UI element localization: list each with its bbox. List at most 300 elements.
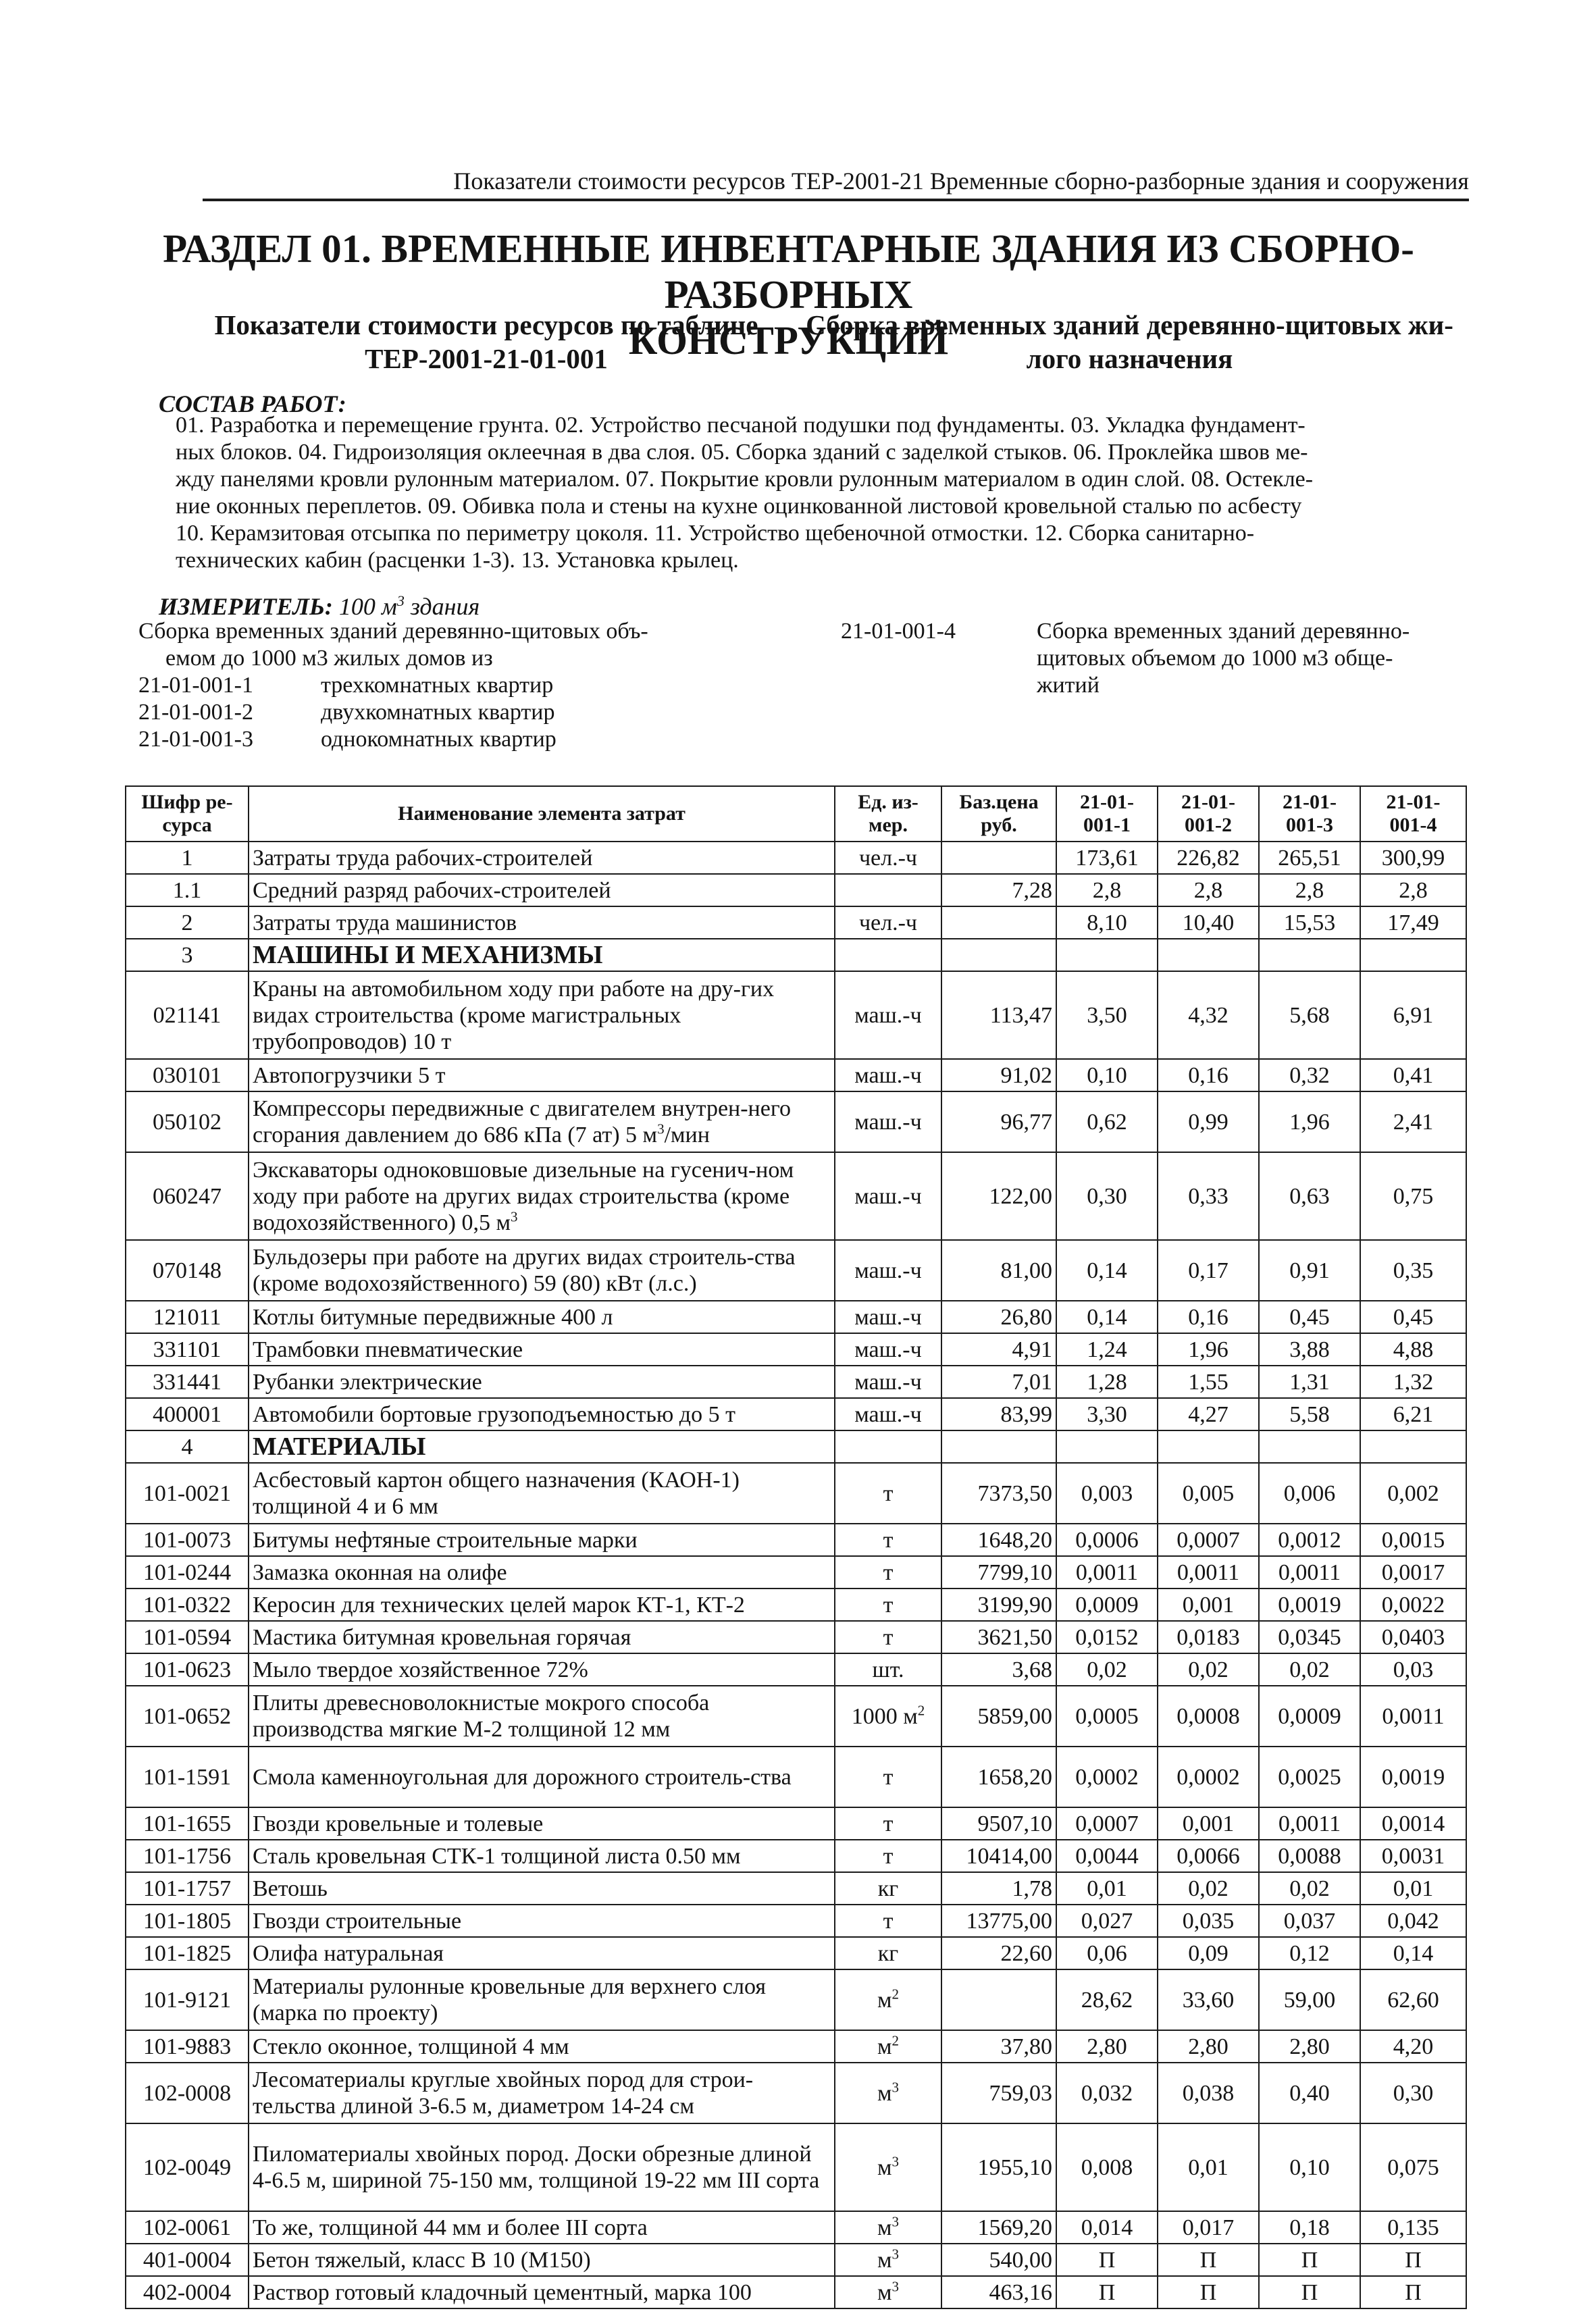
element-name: Бетон тяжелый, класс В 10 (М150) [253, 2247, 591, 2273]
element-name-cell [249, 1969, 835, 2030]
value-cell-001-2: 0,0007 [1158, 1524, 1259, 1556]
resource-code-cell: 030101 [126, 1059, 249, 1091]
element-name: Мыло твердое хозяйственное 72% [253, 1657, 588, 1682]
unit-text: т [883, 1527, 894, 1553]
table-row [126, 1937, 1466, 1969]
base-price-cell: 9507,10 [941, 1807, 1056, 1840]
table-row [126, 2063, 1466, 2123]
table-row [126, 1905, 1466, 1937]
resource-cost-table [125, 785, 1467, 2309]
base-price-cell: 96,77 [941, 1091, 1056, 1152]
element-name-cell [249, 1333, 835, 1366]
base-price-cell [941, 842, 1056, 874]
resource-code-cell: 101-0623 [126, 1653, 249, 1686]
unit-sup: 3 [891, 2153, 899, 2170]
base-price-cell: 83,99 [941, 1398, 1056, 1430]
value-cell-001-2: 0,0011 [1158, 1556, 1259, 1589]
table-row [126, 1524, 1466, 1556]
table-title-line1: Показатели стоимости ресурсов по таблице [214, 309, 758, 340]
unit-cell [835, 1589, 941, 1621]
element-name: Компрессоры передвижные с двигателем внутрен-него сгорания давлением до 686 кПа (7 ат) 5 м [253, 1096, 791, 1147]
value-cell-001-4: 0,0403 [1360, 1621, 1466, 1653]
value-cell-001-1: 8,10 [1056, 906, 1158, 939]
unit-text: маш.-ч [854, 1337, 922, 1362]
unit-text: маш.-ч [854, 1258, 922, 1283]
value-cell-001-1: 0,06 [1056, 1937, 1158, 1969]
legend-item-text: однокомнатных квартир [321, 727, 557, 752]
element-name: МАШИНЫ И МЕХАНИЗМЫ [253, 940, 603, 969]
value-cell-001-2: 0,16 [1158, 1301, 1259, 1333]
value-cell-001-4: 6,91 [1360, 971, 1466, 1059]
value-cell-001-1: 0,14 [1056, 1240, 1158, 1301]
table-subtitle-line1: Сборка временных зданий деревянно-щитовых жи- [806, 309, 1453, 340]
value-cell-001-3: 0,0012 [1259, 1524, 1360, 1556]
header-price-line1: Баз.цена [959, 791, 1039, 813]
value-cell-001-3: 2,8 [1259, 874, 1360, 906]
unit-cell [835, 1398, 941, 1430]
legend-item-text: двухкомнатных квартир [321, 700, 555, 725]
value-cell-001-3: 1,31 [1259, 1366, 1360, 1398]
value-cell-001-3: 0,0011 [1259, 1556, 1360, 1589]
value-cell-001-2: 2,80 [1158, 2030, 1259, 2063]
element-name-cell [249, 2276, 835, 2308]
element-name: МАТЕРИАЛЫ [253, 1432, 426, 1461]
value-cell-001-1: 0,008 [1056, 2123, 1158, 2211]
table-row [126, 906, 1466, 939]
unit-text: м [877, 2034, 892, 2059]
resource-code-cell: 101-0652 [126, 1686, 249, 1747]
value-cell-001-3: 5,68 [1259, 971, 1360, 1059]
meter-label: ИЗМЕРИТЕЛЬ: [159, 593, 333, 620]
table-row [126, 2276, 1466, 2308]
value-cell-001-1: 0,62 [1056, 1091, 1158, 1152]
element-name-cell [249, 939, 835, 971]
base-price-cell [941, 1969, 1056, 2030]
base-price-cell: 3621,50 [941, 1621, 1056, 1653]
unit-text: чел.-ч [858, 910, 918, 935]
header-col-1 [1056, 786, 1158, 842]
value-cell-001-4: 0,0019 [1360, 1747, 1466, 1807]
resource-code-cell: 101-1805 [126, 1905, 249, 1937]
unit-cell [835, 842, 941, 874]
value-cell-001-2: 10,40 [1158, 906, 1259, 939]
legend-right-code: 21-01-001-4 [841, 619, 956, 644]
unit-sup: 3 [891, 2278, 899, 2295]
value-cell-001-2: 0,02 [1158, 1872, 1259, 1905]
value-cell-001-4: 2,41 [1360, 1091, 1466, 1152]
table-row [126, 2030, 1466, 2063]
base-price-cell: 3,68 [941, 1653, 1056, 1686]
resource-code-cell: 402-0004 [126, 2276, 249, 2308]
table-row [126, 1091, 1466, 1152]
table-row [126, 2211, 1466, 2244]
composition-line: ных блоков. 04. Гидроизоляция оклеечная в два слоя. 05. Сборка зданий с заделкой стыков. 06. Проклейка швов ме- [176, 440, 1308, 465]
value-cell-001-4: 0,30 [1360, 2063, 1466, 2123]
unit-text: кг [877, 1876, 899, 1901]
composition-line: 01. Разработка и перемещение грунта. 02. Устройство песчаной подушки под фундаменты. 03. Укладка фундамент- [176, 413, 1305, 438]
value-cell-001-3: 0,10 [1259, 2123, 1360, 2211]
value-cell-001-3: 0,0345 [1259, 1621, 1360, 1653]
table-row [126, 1747, 1466, 1807]
composition-line: жду панелями кровли рулонным материалом. 07. Покрытие кровли рулонным материалом в один слой. 08. Остекле- [176, 467, 1314, 492]
unit-cell [835, 1240, 941, 1301]
element-name: Стекло оконное, толщиной 4 мм [253, 2034, 569, 2059]
table-row [126, 939, 1466, 971]
value-cell-001-2: 0,001 [1158, 1807, 1259, 1840]
unit-text: маш.-ч [854, 1304, 922, 1330]
element-name: Раствор готовый кладочный цементный, марка 100 [253, 2279, 752, 2305]
table-subtitle-line2: лого назначения [1026, 343, 1233, 374]
unit-text: маш.-ч [854, 1369, 922, 1395]
value-cell-001-3: 0,45 [1259, 1301, 1360, 1333]
header-col-4-line2: 001-4 [1389, 814, 1437, 836]
header-unit [835, 786, 941, 842]
base-price-cell: 122,00 [941, 1152, 1056, 1240]
element-name: Лесоматериалы круглые хвойных пород для строи-тельства длиной 3-6.5 м, диаметром 14-24 см [253, 2067, 754, 2119]
value-cell-001-4: 17,49 [1360, 906, 1466, 939]
header-unit-line2: мер. [869, 814, 908, 836]
element-name-cell [249, 1556, 835, 1589]
value-cell-001-2: 0,0066 [1158, 1840, 1259, 1872]
table-row [126, 1840, 1466, 1872]
unit-text: т [883, 1811, 894, 1836]
unit-cell [835, 2123, 941, 2211]
element-name: Средний разряд рабочих-строителей [253, 877, 611, 903]
unit-cell [835, 1091, 941, 1152]
base-price-cell: 81,00 [941, 1240, 1056, 1301]
header-code-line1: Шифр ре- [141, 791, 233, 813]
table-row [126, 1872, 1466, 1905]
composition-line: технических кабин (расценки 1-3). 13. Установка крылец. [176, 548, 739, 573]
composition-text [176, 412, 1452, 574]
element-name-cell [249, 1589, 835, 1621]
value-cell-001-2: 0,038 [1158, 2063, 1259, 2123]
value-cell-001-2: П [1158, 2244, 1259, 2276]
table-row [126, 1686, 1466, 1747]
table-row [126, 1398, 1466, 1430]
resource-code-cell: 400001 [126, 1398, 249, 1430]
legend-head-line2: емом до 1000 м3 жилых домов из [165, 646, 493, 671]
table-title [176, 308, 797, 376]
unit-text: т [883, 1559, 894, 1585]
value-cell-001-1: 0,027 [1056, 1905, 1158, 1937]
value-cell-001-1: 0,014 [1056, 2211, 1158, 2244]
value-cell-001-2: 0,01 [1158, 2123, 1259, 2211]
base-price-cell: 1658,20 [941, 1747, 1056, 1807]
base-price-cell: 26,80 [941, 1301, 1056, 1333]
legend-item-text: трехкомнатных квартир [321, 673, 554, 698]
value-cell-001-1 [1056, 939, 1158, 971]
running-header: Показатели стоимости ресурсов ТЕР-2001-21 Временные сборно-разборные здания и сооружения [203, 163, 1469, 201]
value-cell-001-4: 0,0015 [1360, 1524, 1466, 1556]
meter-value: 100 м [338, 593, 397, 620]
value-cell-001-1: 1,28 [1056, 1366, 1158, 1398]
legend-right-text [1037, 618, 1469, 699]
legend-right-line: житий [1037, 673, 1100, 698]
header-name: Наименование элемента затрат [249, 786, 835, 842]
unit-text: т [883, 1764, 894, 1790]
unit-text: т [883, 1480, 894, 1506]
value-cell-001-4: 300,99 [1360, 842, 1466, 874]
table-row [126, 1366, 1466, 1398]
element-name-cell [249, 1301, 835, 1333]
value-cell-001-3: 0,32 [1259, 1059, 1360, 1091]
unit-text: т [883, 1624, 894, 1650]
element-name: Автопогрузчики 5 т [253, 1062, 446, 1088]
base-price-cell: 1569,20 [941, 2211, 1056, 2244]
unit-cell [835, 1366, 941, 1398]
element-name-cell [249, 1937, 835, 1969]
value-cell-001-4: 6,21 [1360, 1398, 1466, 1430]
element-name-cell [249, 971, 835, 1059]
unit-cell [835, 1463, 941, 1524]
resource-code-cell: 101-1825 [126, 1937, 249, 1969]
unit-text: т [883, 1908, 894, 1934]
table-header-row [126, 786, 1466, 842]
unit-cell [835, 2030, 941, 2063]
value-cell-001-3: 0,12 [1259, 1937, 1360, 1969]
resource-code-cell: 101-0594 [126, 1621, 249, 1653]
resource-code-cell: 3 [126, 939, 249, 971]
legend-head-line1: Сборка временных зданий деревянно-щитовых объ- [138, 619, 648, 644]
composition-title: СОСТАВ РАБОТ: [159, 390, 346, 417]
table-row [126, 1240, 1466, 1301]
element-name-cell [249, 1463, 835, 1524]
table-row [126, 2244, 1466, 2276]
value-cell-001-4: 0,0011 [1360, 1686, 1466, 1747]
unit-cell [835, 971, 941, 1059]
value-cell-001-4: 4,20 [1360, 2030, 1466, 2063]
value-cell-001-3: 0,037 [1259, 1905, 1360, 1937]
value-cell-001-4: 62,60 [1360, 1969, 1466, 2030]
value-cell-001-3 [1259, 1430, 1360, 1463]
element-name-cell [249, 1152, 835, 1240]
value-cell-001-3: 3,88 [1259, 1333, 1360, 1366]
value-cell-001-1: 0,0152 [1056, 1621, 1158, 1653]
value-cell-001-2: 0,17 [1158, 1240, 1259, 1301]
value-cell-001-1: 2,8 [1056, 874, 1158, 906]
unit-cell [835, 1059, 941, 1091]
element-name-tail: /мин [664, 1122, 710, 1147]
element-name: Замазка оконная на олифе [253, 1559, 507, 1585]
value-cell-001-2: 1,55 [1158, 1366, 1259, 1398]
element-name: Затраты труда машинистов [253, 910, 517, 935]
base-price-cell: 37,80 [941, 2030, 1056, 2063]
value-cell-001-3: 2,80 [1259, 2030, 1360, 2063]
section-title-line1: РАЗДЕЛ 01. ВРЕМЕННЫЕ ИНВЕНТАРНЫЕ ЗДАНИЯ ИЗ СБОРНО-РАЗБОРНЫХ [163, 226, 1414, 317]
element-name-cell [249, 1398, 835, 1430]
unit-text: 1000 м [851, 1703, 918, 1729]
unit-text: маш.-ч [854, 1109, 922, 1135]
element-name-cell [249, 1872, 835, 1905]
element-name-cell [249, 2211, 835, 2244]
unit-cell [835, 1333, 941, 1366]
value-cell-001-2: 1,96 [1158, 1333, 1259, 1366]
value-cell-001-2: 0,0002 [1158, 1747, 1259, 1807]
value-cell-001-3: 0,91 [1259, 1240, 1360, 1301]
header-code-line2: сурса [162, 814, 212, 836]
table-row [126, 1301, 1466, 1333]
base-price-cell: 4,91 [941, 1333, 1056, 1366]
element-name-cell [249, 874, 835, 906]
unit-cell [835, 1653, 941, 1686]
resource-code-cell: 401-0004 [126, 2244, 249, 2276]
unit-cell [835, 1686, 941, 1747]
value-cell-001-4: 0,0022 [1360, 1589, 1466, 1621]
value-cell-001-4 [1360, 1430, 1466, 1463]
legend-right-line: щитовых объемом до 1000 м3 обще- [1037, 646, 1393, 671]
value-cell-001-2: 0,16 [1158, 1059, 1259, 1091]
unit-sup: 3 [891, 2079, 899, 2096]
resource-code-cell: 331101 [126, 1333, 249, 1366]
unit-text: маш.-ч [854, 1002, 922, 1028]
value-cell-001-2: 0,001 [1158, 1589, 1259, 1621]
unit-text: чел.-ч [858, 845, 918, 871]
header-col-3 [1259, 786, 1360, 842]
base-price-cell: 3199,90 [941, 1589, 1056, 1621]
unit-sup: 2 [891, 1986, 899, 2003]
unit-text: м [877, 2080, 892, 2106]
element-name: Автомобили бортовые грузоподъемностью до 5 т [253, 1401, 735, 1427]
value-cell-001-2: 226,82 [1158, 842, 1259, 874]
base-price-cell: 540,00 [941, 2244, 1056, 2276]
legend-item-code: 21-01-001-1 [138, 673, 253, 698]
value-cell-001-1: 0,0009 [1056, 1589, 1158, 1621]
value-cell-001-1: 0,01 [1056, 1872, 1158, 1905]
element-name: Гвозди строительные [253, 1908, 462, 1934]
unit-cell [835, 1937, 941, 1969]
resource-code-cell: 121011 [126, 1301, 249, 1333]
value-cell-001-1: 0,0005 [1056, 1686, 1158, 1747]
unit-cell [835, 939, 941, 971]
value-cell-001-3: 0,0011 [1259, 1807, 1360, 1840]
base-price-cell: 22,60 [941, 1937, 1056, 1969]
resource-code-cell: 101-0322 [126, 1589, 249, 1621]
header-col-4 [1360, 786, 1466, 842]
value-cell-001-2: 0,017 [1158, 2211, 1259, 2244]
element-name-sup: 3 [657, 1120, 665, 1137]
header-col-1-line1: 21-01- [1080, 791, 1134, 813]
header-price [941, 786, 1056, 842]
unit-sup: 3 [891, 2246, 899, 2263]
element-name-cell [249, 1807, 835, 1840]
value-cell-001-1: 0,30 [1056, 1152, 1158, 1240]
header-col-2-line2: 001-2 [1185, 814, 1232, 836]
value-cell-001-2: П [1158, 2276, 1259, 2308]
element-name: Материалы рулонные кровельные для верхнего слоя (марка по проекту) [253, 1974, 766, 2025]
value-cell-001-4: 1,32 [1360, 1366, 1466, 1398]
value-cell-001-2: 0,33 [1158, 1152, 1259, 1240]
unit-text: м [877, 2154, 892, 2180]
value-cell-001-4: 0,45 [1360, 1301, 1466, 1333]
value-cell-001-1: 0,10 [1056, 1059, 1158, 1091]
resource-code-cell: 4 [126, 1430, 249, 1463]
resource-code-cell: 1.1 [126, 874, 249, 906]
value-cell-001-3: 0,40 [1259, 2063, 1360, 2123]
table-row [126, 1807, 1466, 1840]
unit-cell [835, 1905, 941, 1937]
resource-code-cell: 1 [126, 842, 249, 874]
unit-sup: 2 [917, 1702, 925, 1719]
value-cell-001-1: 173,61 [1056, 842, 1158, 874]
base-price-cell: 7799,10 [941, 1556, 1056, 1589]
unit-cell [835, 1430, 941, 1463]
legend-right-line: Сборка временных зданий деревянно- [1037, 619, 1410, 644]
value-cell-001-1: 28,62 [1056, 1969, 1158, 2030]
unit-text: т [883, 1592, 894, 1618]
value-cell-001-1: 0,0006 [1056, 1524, 1158, 1556]
value-cell-001-3: 265,51 [1259, 842, 1360, 874]
element-name-cell [249, 1653, 835, 1686]
unit-text: м [877, 2279, 892, 2305]
value-cell-001-1: 2,80 [1056, 2030, 1158, 2063]
value-cell-001-3: 0,63 [1259, 1152, 1360, 1240]
value-cell-001-4: 0,002 [1360, 1463, 1466, 1524]
unit-cell [835, 1556, 941, 1589]
legend-item [138, 726, 787, 753]
element-name: Смола каменноугольная для дорожного строитель-ства [253, 1764, 792, 1790]
resource-code-cell: 102-0008 [126, 2063, 249, 2123]
value-cell-001-1: 0,0007 [1056, 1807, 1158, 1840]
value-cell-001-4: 0,01 [1360, 1872, 1466, 1905]
legend-item-code: 21-01-001-2 [138, 700, 253, 725]
unit-cell [835, 1872, 941, 1905]
value-cell-001-3: 15,53 [1259, 906, 1360, 939]
unit-text: кг [877, 1940, 899, 1966]
value-cell-001-1: П [1056, 2244, 1158, 2276]
element-name-cell [249, 2123, 835, 2211]
header-col-4-line1: 21-01- [1386, 791, 1441, 813]
header-col-3-line1: 21-01- [1283, 791, 1337, 813]
value-cell-001-1: 0,0002 [1056, 1747, 1158, 1807]
value-cell-001-4: 0,135 [1360, 2211, 1466, 2244]
element-name: Трамбовки пневматические [253, 1337, 523, 1362]
value-cell-001-4: 0,0017 [1360, 1556, 1466, 1589]
value-cell-001-3 [1259, 939, 1360, 971]
unit-sup: 2 [891, 2032, 899, 2049]
table-title-line2: ТЕР-2001-21-01-001 [365, 343, 608, 374]
header-col-2 [1158, 786, 1259, 842]
base-price-cell: 7373,50 [941, 1463, 1056, 1524]
base-price-cell: 7,01 [941, 1366, 1056, 1398]
value-cell-001-2: 0,09 [1158, 1937, 1259, 1969]
value-cell-001-2: 33,60 [1158, 1969, 1259, 2030]
element-name: Котлы битумные передвижные 400 л [253, 1304, 613, 1330]
element-name-cell [249, 842, 835, 874]
unit-text: м [877, 2247, 892, 2273]
resource-code-cell: 101-1757 [126, 1872, 249, 1905]
composition-line: 10. Керамзитовая отсыпка по периметру цоколя. 11. Устройство щебеночной отмостки. 12. Сборка санитарно- [176, 521, 1255, 546]
legend-item [138, 672, 787, 699]
base-price-cell [941, 1430, 1056, 1463]
element-name: Мастика битумная кровельная горячая [253, 1624, 631, 1650]
element-name: Асбестовый картон общего назначения (КАОН-1) толщиной 4 и 6 мм [253, 1468, 740, 1519]
base-price-cell: 1955,10 [941, 2123, 1056, 2211]
element-name-cell [249, 1059, 835, 1091]
base-price-cell: 1648,20 [941, 1524, 1056, 1556]
element-name-cell [249, 2244, 835, 2276]
header-price-line2: руб. [981, 814, 1017, 836]
element-name-cell [249, 1621, 835, 1653]
table-row [126, 842, 1466, 874]
value-cell-001-3: 0,0088 [1259, 1840, 1360, 1872]
header-col-3-line2: 001-3 [1286, 814, 1333, 836]
value-cell-001-3: 0,0009 [1259, 1686, 1360, 1747]
value-cell-001-3: 0,18 [1259, 2211, 1360, 2244]
element-name-cell [249, 1747, 835, 1807]
header-col-1-line2: 001-1 [1083, 814, 1131, 836]
resource-code-cell: 101-9121 [126, 1969, 249, 2030]
